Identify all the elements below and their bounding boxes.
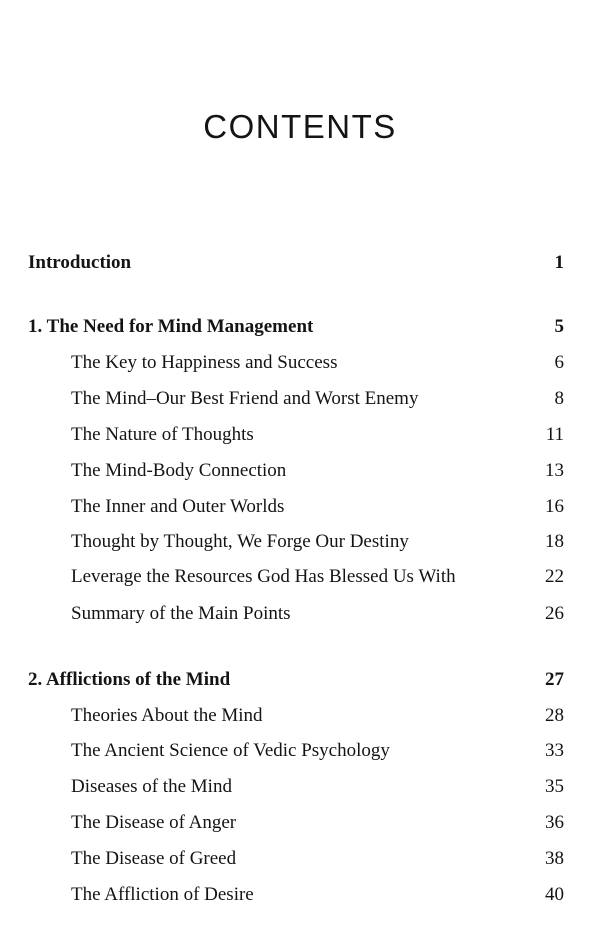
entry-page-number: 27 xyxy=(545,669,564,690)
entry-label: 1. The Need for Mind Management xyxy=(28,316,314,337)
toc-section[interactable] xyxy=(71,776,564,804)
entry-label: 2. Afflictions of the Mind xyxy=(28,669,231,690)
entry-label: The Affliction of Desire xyxy=(71,884,254,905)
entry-label: The Key to Happiness and Success xyxy=(71,352,338,373)
entry-page-number: 40 xyxy=(545,884,564,905)
toc-section[interactable] xyxy=(71,531,564,559)
toc-entry-introduction[interactable] xyxy=(28,252,564,280)
entry-label: The Mind–Our Best Friend and Worst Enemy xyxy=(71,388,419,409)
entry-page-number: 6 xyxy=(554,352,564,373)
toc-section[interactable] xyxy=(71,566,564,594)
toc-chapter-2[interactable] xyxy=(28,669,564,697)
toc-section[interactable] xyxy=(71,603,564,631)
entry-label: The Mind-Body Connection xyxy=(71,460,287,481)
entry-label: Diseases of the Mind xyxy=(71,776,232,797)
toc-section[interactable] xyxy=(71,884,564,912)
entry-label: The Disease of Anger xyxy=(71,812,237,833)
entry-label: The Nature of Thoughts xyxy=(71,424,254,445)
entry-page-number: 22 xyxy=(545,566,564,587)
entry-label: Thought by Thought, We Forge Our Destiny xyxy=(71,531,409,552)
toc-section[interactable] xyxy=(71,848,564,876)
toc-section[interactable] xyxy=(71,740,564,768)
toc-section[interactable] xyxy=(71,460,564,488)
entry-page-number: 33 xyxy=(545,740,564,761)
entry-page-number: 16 xyxy=(545,496,564,517)
toc-chapter-1[interactable] xyxy=(28,316,564,344)
entry-label: Summary of the Main Points xyxy=(71,603,291,624)
entry-label: Introduction xyxy=(28,252,132,273)
entry-label: The Inner and Outer Worlds xyxy=(71,496,285,517)
toc-section[interactable] xyxy=(71,496,564,524)
entry-page-number: 28 xyxy=(545,705,564,726)
entry-page-number: 38 xyxy=(545,848,564,869)
entry-page-number: 1 xyxy=(554,252,564,273)
entry-label: Leverage the Resources God Has Blessed Us With xyxy=(71,566,456,587)
toc-section[interactable] xyxy=(71,352,564,380)
entry-page-number: 36 xyxy=(545,812,564,833)
toc-section[interactable] xyxy=(71,424,564,452)
entry-page-number: 5 xyxy=(554,316,564,337)
entry-page-number: 8 xyxy=(554,388,564,409)
toc-section[interactable] xyxy=(71,812,564,840)
page-title: CONTENTS xyxy=(203,108,397,145)
entry-page-number: 18 xyxy=(545,531,564,552)
entry-page-number: 26 xyxy=(545,603,564,624)
entry-label: The Disease of Greed xyxy=(71,848,237,869)
entry-label: The Ancient Science of Vedic Psychology xyxy=(71,740,390,761)
entry-page-number: 35 xyxy=(545,776,564,797)
entry-page-number: 13 xyxy=(545,460,564,481)
entry-page-number: 11 xyxy=(545,424,564,445)
toc-section[interactable] xyxy=(71,388,564,416)
entry-label: Theories About the Mind xyxy=(71,705,263,726)
toc-section[interactable] xyxy=(71,705,564,733)
